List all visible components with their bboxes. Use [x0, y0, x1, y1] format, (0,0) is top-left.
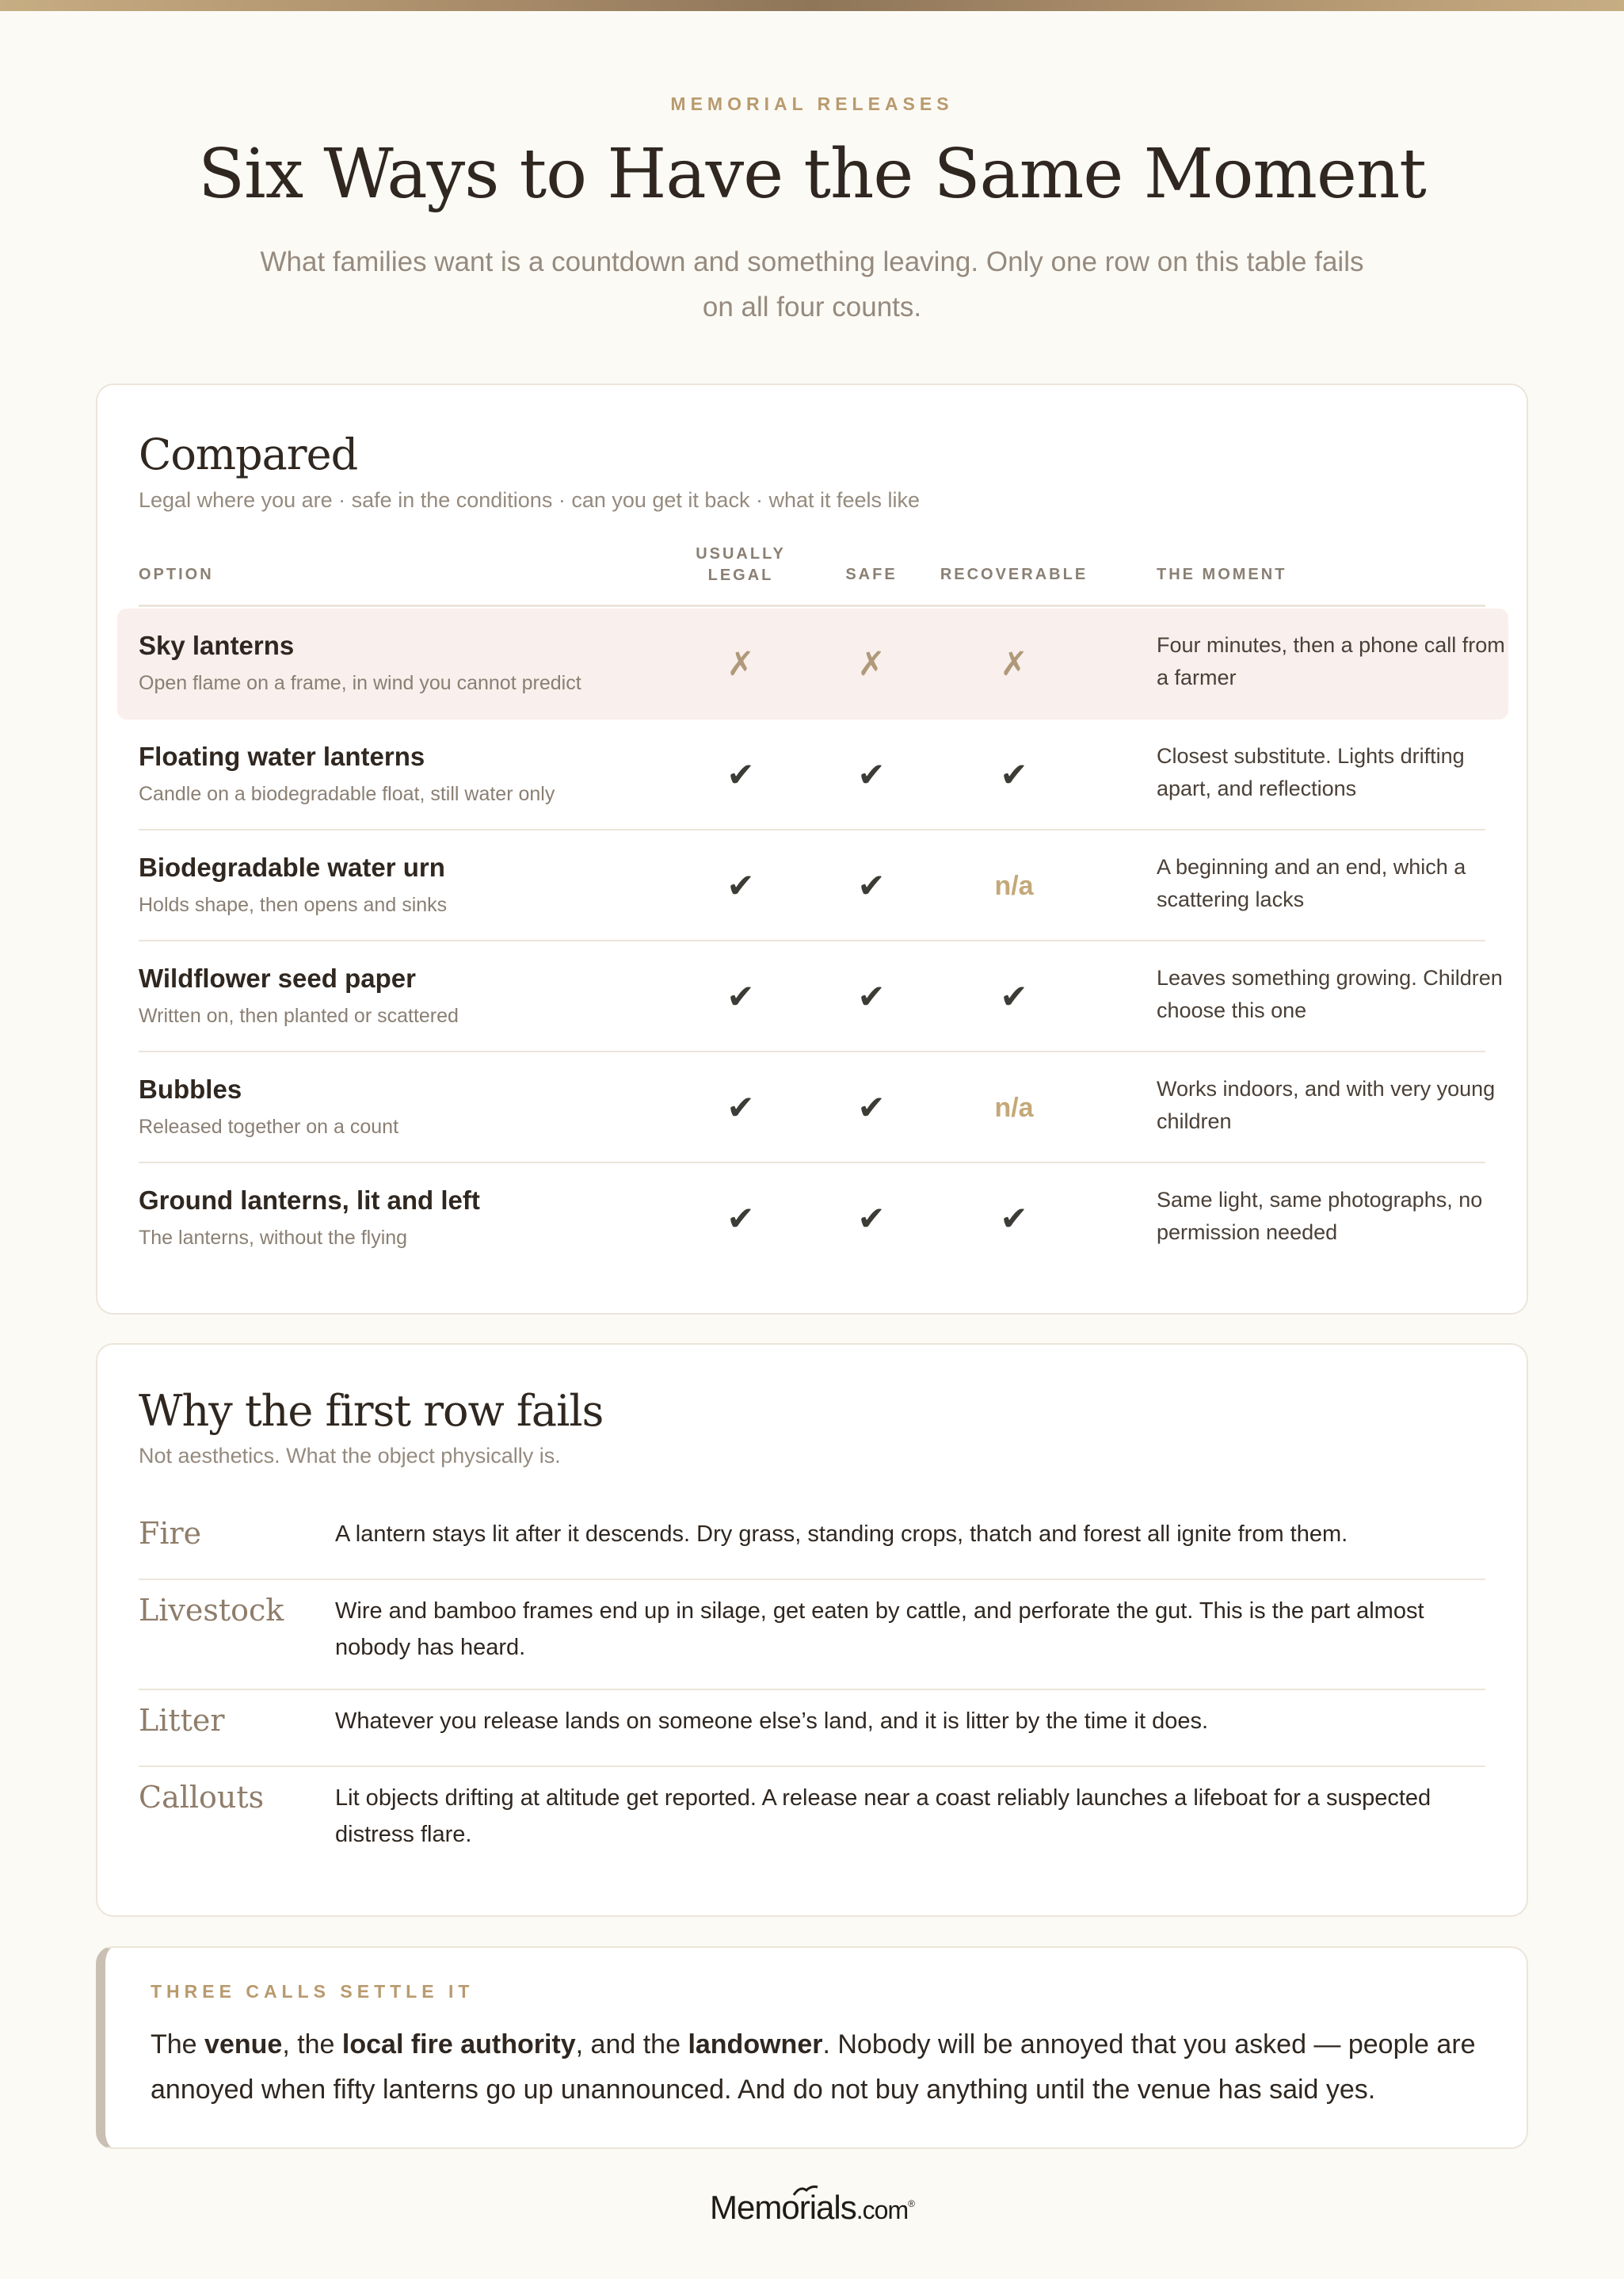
option-desc: Open flame on a frame, in wind you cannot predict	[139, 672, 581, 694]
not-applicable-label: n/a	[994, 1093, 1034, 1123]
option-desc: Candle on a biodegradable float, still water only	[139, 783, 555, 805]
cross-icon: ✗	[857, 645, 886, 682]
callout-emphasis-landowner: landowner	[688, 2029, 823, 2059]
callout-text-part: , and the	[575, 2029, 688, 2059]
column-header-safe: SAFE	[845, 566, 898, 583]
memorials-logo	[697, 2189, 927, 2244]
comparison-card	[96, 384, 1528, 1315]
check-icon: ✔	[726, 756, 755, 793]
reason-text: Whatever you release lands on someone else’s land, and it is litter by the time it does.	[335, 1708, 1209, 1734]
page-subtitle: What families want is a countdown and something leaving. Only one row on this table fails on all four counts.	[260, 246, 1364, 323]
reason-label: Callouts	[139, 1780, 265, 1815]
check-icon: ✔	[857, 978, 886, 1015]
check-icon: ✔	[1000, 756, 1028, 793]
cross-icon: ✗	[726, 645, 755, 682]
check-icon: ✔	[726, 1089, 755, 1126]
three-calls-callout	[96, 1946, 1528, 2149]
option-name: Ground lanterns, lit and left	[139, 1185, 480, 1215]
reason-text: Wire and bamboo frames end up in silage, get eaten by cattle, and perforate the gut. This is the part almost nobody has heard.	[335, 1598, 1424, 1660]
moment-text: Closest substitute. Lights drifting apart, and reflections	[1157, 744, 1465, 800]
column-header-option: OPTION	[139, 566, 214, 583]
reason-item-callouts	[139, 1767, 1485, 1877]
logo-name: Memorials	[710, 2189, 856, 2226]
reasons-subtitle: Not aesthetics. What the object physically is.	[139, 1444, 561, 1468]
comparison-subtitle: Legal where you are · safe in the conditions · can you get it back · what it feels like	[139, 488, 921, 512]
table-row	[139, 1052, 1496, 1163]
cross-icon: ✗	[1000, 645, 1028, 682]
column-header-recoverable: RECOVERABLE	[940, 566, 1088, 583]
page-title: Six Ways to Have the Same Moment	[198, 135, 1426, 214]
logo-trademark: ®	[908, 2198, 914, 2209]
check-icon: ✔	[857, 1200, 886, 1237]
logo-swoosh-icon	[792, 2184, 819, 2197]
reason-item-fire	[139, 1503, 1485, 1580]
callout-text-part: The	[151, 2029, 205, 2059]
callout-text	[151, 2022, 1497, 2113]
reason-item-litter	[139, 1690, 1485, 1767]
check-icon: ✔	[857, 756, 886, 793]
moment-text: Works indoors, and with very young children	[1157, 1077, 1496, 1133]
table-row	[139, 1163, 1485, 1274]
option-desc: The lanterns, without the flying	[139, 1227, 408, 1249]
top-accent-bar	[0, 0, 1624, 11]
callout-text-part: . Nobody will be annoyed that you asked — people are annoyed when fifty lanterns go up unannounced. And do not buy anything until the venue has said yes.	[151, 2029, 1476, 2105]
reason-label: Fire	[139, 1516, 202, 1551]
table-row-sky-lanterns	[117, 609, 1508, 720]
option-name: Bubbles	[139, 1075, 242, 1104]
reasons-card	[96, 1343, 1528, 1917]
check-icon: ✔	[726, 1200, 755, 1237]
check-icon: ✔	[857, 867, 886, 904]
check-icon: ✔	[1000, 978, 1028, 1015]
reason-text: Lit objects drifting at altitude get reported. A release near a coast reliably launches a lifeboat for a suspected distress flare.	[335, 1785, 1431, 1847]
option-name: Wildflower seed paper	[139, 964, 416, 993]
option-name: Biodegradable water urn	[139, 853, 445, 882]
table-header	[139, 544, 1485, 607]
table-row	[139, 720, 1485, 830]
reasons-title: Why the first row fails	[139, 1386, 604, 1436]
option-name: Sky lanterns	[139, 631, 295, 660]
option-name: Floating water lanterns	[139, 742, 425, 771]
check-icon: ✔	[1000, 1200, 1028, 1237]
reason-text: A lantern stays lit after it descends. Dry grass, standing crops, thatch and forest all ignite from them.	[335, 1521, 1348, 1547]
column-header-moment: THE MOMENT	[1157, 566, 1287, 583]
comparison-title: Compared	[139, 429, 358, 479]
callout-emphasis-venue: venue	[204, 2029, 283, 2059]
logo-suffix: .com	[856, 2196, 909, 2224]
reason-item-livestock	[139, 1580, 1485, 1690]
moment-text: A beginning and an end, which a scattering lacks	[1157, 855, 1466, 911]
callout-emphasis-fire-authority: local fire authority	[341, 2029, 576, 2059]
moment-text: Same light, same photographs, no permission needed	[1157, 1188, 1483, 1244]
reason-label: Litter	[139, 1703, 225, 1738]
reason-label: Livestock	[139, 1593, 284, 1628]
table-row	[139, 830, 1485, 941]
callout-eyebrow: THREE CALLS SETTLE IT	[151, 1981, 475, 2002]
not-applicable-label: n/a	[994, 871, 1034, 901]
check-icon: ✔	[857, 1089, 886, 1126]
moment-text: Leaves something growing. Children choose this one	[1157, 966, 1503, 1022]
page-header	[0, 94, 1624, 330]
column-header-legal: USUALLY LEGAL	[696, 545, 786, 584]
table-row	[139, 941, 1503, 1052]
option-desc: Written on, then planted or scattered	[139, 1005, 459, 1027]
callout-text-part: , the	[282, 2029, 342, 2059]
check-icon: ✔	[726, 978, 755, 1015]
moment-text: Four minutes, then a phone call from a farmer	[1157, 633, 1505, 689]
option-desc: Holds shape, then opens and sinks	[139, 894, 448, 916]
check-icon: ✔	[726, 867, 755, 904]
option-desc: Released together on a count	[139, 1116, 399, 1138]
eyebrow-label: MEMORIAL RELEASES	[670, 94, 954, 114]
